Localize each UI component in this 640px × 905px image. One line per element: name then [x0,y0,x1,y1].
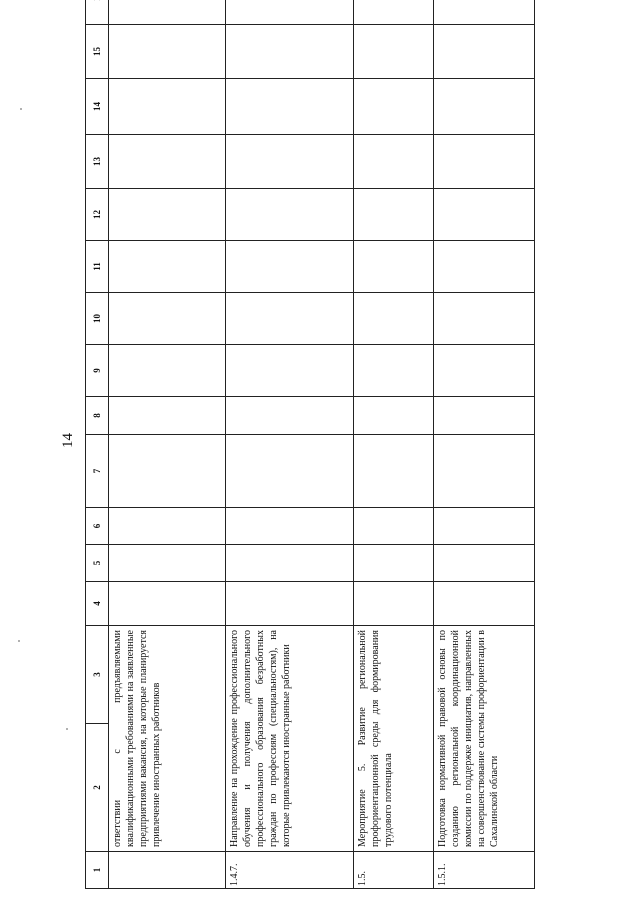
column-header: 3 [86,626,109,724]
table-cell [354,582,434,626]
column-header: 1 [86,852,109,889]
table-cell [434,397,535,435]
row-description: ответствии с предъявляемыми квалификационными требованиями на заявленные предприятиями вакансия, на которые планируется привлечение иностранных работников [109,626,226,852]
table-cell [354,135,434,189]
table-cell [226,397,354,435]
row-number: 1.5. [354,852,434,889]
table-cell [434,582,535,626]
row-number: 1.5.1. [434,852,535,889]
table-cell [226,0,354,25]
row-description: Мероприятие 5. Развитие региональной профориентационной среды для формирования трудового потенциала [354,626,434,852]
table-cell [226,435,354,508]
table-cell [109,345,226,397]
table-cell [434,545,535,582]
table-cell [354,397,434,435]
table-cell [226,293,354,345]
scan-speck [66,728,68,730]
rotated-page [85,19,535,889]
column-header: 2 [86,724,109,852]
column-header: 15 [86,25,109,79]
table-cell [226,189,354,241]
column-header: 11 [86,241,109,293]
table-cell [354,345,434,397]
table-cell [434,435,535,508]
table-cell [109,293,226,345]
table-cell [434,345,535,397]
table-cell [109,545,226,582]
table-cell [226,508,354,545]
table-cell [226,241,354,293]
table-row [354,0,434,889]
table-cell [354,293,434,345]
table-cell [109,79,226,135]
page-number-text: 14 [59,432,76,448]
table-cell [434,0,535,25]
page-number [58,420,78,460]
row-description: Подготовка нормативной правовой основы по созданию региональной координационной комиссии по поддержке инициатив, направленных на совершенствование системы профориентации в Сахалинской области [434,626,535,852]
row-number: 1.4.7. [226,852,354,889]
column-header: 7 [86,435,109,508]
table-cell [109,189,226,241]
column-header: 12 [86,189,109,241]
column-header: 4 [86,582,109,626]
column-header: 10 [86,293,109,345]
column-header: 8 [86,397,109,435]
column-header [86,0,109,25]
table-cell [109,435,226,508]
column-header: 5 [86,545,109,582]
table-cell [354,545,434,582]
row-description: Направление на прохождение профессионального обучения и получения дополнительного профессионального образования безработных граждан по профессиям (специальностям), на которые привлекаются иностранные работники [226,626,354,852]
table-cell [354,25,434,79]
scan-speck [20,108,22,110]
row-number [109,852,226,889]
header-row [86,0,109,889]
table-cell [354,435,434,508]
scan-speck [18,640,20,642]
table-row [109,0,226,889]
table-cell [226,135,354,189]
table-cell [354,508,434,545]
column-header: 14 [86,79,109,135]
table-cell [434,79,535,135]
table-cell [109,508,226,545]
table-cell [109,397,226,435]
table-cell [226,582,354,626]
table-row [226,0,354,889]
table-cell [354,189,434,241]
table-cell [109,135,226,189]
table-cell [226,25,354,79]
table-cell [226,345,354,397]
table-cell [434,293,535,345]
table-cell [434,189,535,241]
table-cell [354,79,434,135]
table-cell [434,241,535,293]
table-cell [434,508,535,545]
table-cell [109,0,226,25]
table-cell [109,582,226,626]
table-cell [109,241,226,293]
table-cell [354,0,434,25]
program-table [85,0,535,889]
table-row [434,0,535,889]
column-header: 13 [86,135,109,189]
column-header: 6 [86,508,109,545]
table-cell [434,25,535,79]
table-cell [226,79,354,135]
table-cell [354,241,434,293]
table-cell [226,545,354,582]
column-header: 9 [86,345,109,397]
table-cell [434,135,535,189]
table-cell [109,25,226,79]
